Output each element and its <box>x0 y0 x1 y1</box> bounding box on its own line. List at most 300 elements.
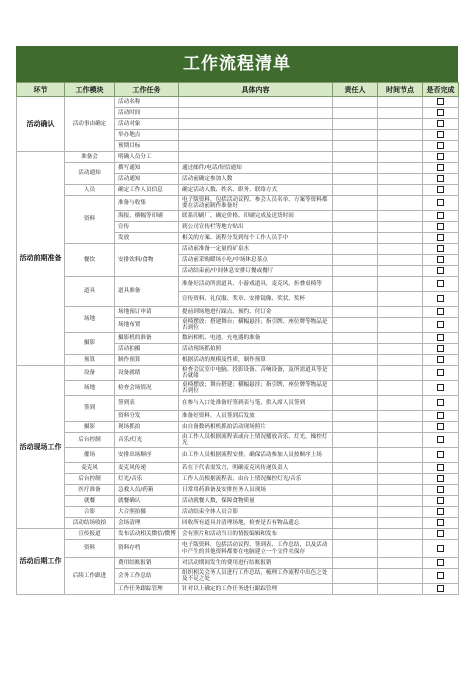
detail-cell: 到公司宣传栏等地方贴出 <box>179 222 333 233</box>
table-row <box>17 307 459 318</box>
header-module: 工作模块 <box>65 83 115 97</box>
owner-cell[interactable] <box>333 119 378 130</box>
task-cell: 急救人员/药箱 <box>115 485 179 496</box>
owner-cell[interactable] <box>333 174 378 185</box>
header-owner: 责任人 <box>333 83 378 97</box>
detail-cell: 相关的方案、流程分发到每个工作人员手中 <box>179 233 333 244</box>
module-cell: 后续工作跟进 <box>65 558 115 595</box>
task-cell: 灯光/音乐 <box>115 474 179 485</box>
deadline-cell[interactable] <box>378 507 423 518</box>
table-row <box>17 196 459 211</box>
deadline-cell[interactable] <box>378 163 423 174</box>
owner-cell[interactable] <box>333 277 378 292</box>
done-checkbox[interactable] <box>437 497 444 504</box>
done-cell <box>423 540 459 558</box>
detail-cell: 工作人员根据流程表，由台上情况操控灯光/音乐 <box>179 474 333 485</box>
deadline-cell[interactable] <box>378 396 423 411</box>
deadline-cell[interactable] <box>378 211 423 222</box>
sheet-title: 工作流程清单 <box>16 46 458 82</box>
owner-cell[interactable] <box>333 474 378 485</box>
owner-cell[interactable] <box>333 433 378 448</box>
task-cell: 检查会场情况 <box>115 381 179 396</box>
done-checkbox[interactable] <box>437 559 444 566</box>
table-row <box>17 185 459 196</box>
owner-cell[interactable] <box>333 196 378 211</box>
done-cell <box>423 474 459 485</box>
done-checkbox[interactable] <box>437 345 444 352</box>
task-cell: 活动名称 <box>115 97 179 108</box>
done-cell <box>423 485 459 496</box>
detail-cell: 活动结束前/中间休息安排订餐或餐厅 <box>179 266 333 277</box>
done-checkbox[interactable] <box>437 280 444 287</box>
task-cell: 费用结账报销 <box>115 558 179 569</box>
done-checkbox[interactable] <box>437 545 444 552</box>
table-row <box>17 485 459 496</box>
task-cell: 海报、横幅等印刷 <box>115 211 179 222</box>
module-cell: 摄影 <box>65 422 115 433</box>
owner-cell[interactable] <box>333 422 378 433</box>
owner-cell[interactable] <box>333 381 378 396</box>
module-cell: 签到 <box>65 396 115 422</box>
deadline-cell[interactable] <box>378 97 423 108</box>
deadline-cell[interactable] <box>378 463 423 474</box>
workflow-table <box>16 82 459 595</box>
stage-cell: 活动确认 <box>17 97 65 152</box>
table-row <box>17 529 459 540</box>
module-cell: 设备 <box>65 366 115 381</box>
deadline-cell[interactable] <box>378 540 423 558</box>
table-row <box>17 366 459 381</box>
done-checkbox[interactable] <box>437 451 444 458</box>
module-cell: 活动事由确定 <box>65 97 115 152</box>
detail-cell: 电子版资料，包括活动议程、签到表、工作总结，以及活动中产生的其他资料都要在电脑建立一个文件夹保存 <box>179 540 333 558</box>
owner-cell[interactable] <box>333 185 378 196</box>
deadline-cell[interactable] <box>378 222 423 233</box>
done-checkbox[interactable] <box>437 120 444 127</box>
done-checkbox[interactable] <box>437 436 444 443</box>
detail-cell: 日常用药准备及安排医务人员现场 <box>179 485 333 496</box>
detail-cell: 由工作人员根据流程表或台上情况播放音乐、灯光，操控灯光 <box>179 433 333 448</box>
detail-cell: 组织相关会务人员进行工作总结，梳理工作流程中出色之处及不足之处 <box>179 569 333 584</box>
task-cell: 会务工作总结 <box>115 569 179 584</box>
detail-cell: 活动现场抓拍照 <box>179 344 333 355</box>
detail-cell <box>179 97 333 108</box>
deadline-cell[interactable] <box>378 518 423 529</box>
task-cell: 工作任务跟踪管理 <box>115 584 179 595</box>
owner-cell[interactable] <box>333 584 378 595</box>
done-cell <box>423 381 459 396</box>
task-cell: 就餐确认 <box>115 496 179 507</box>
done-checkbox[interactable] <box>437 153 444 160</box>
task-cell: 撰写通知 <box>115 163 179 174</box>
detail-cell: 根据活动的规模及性质，制作预算 <box>179 355 333 366</box>
table-row <box>17 381 459 396</box>
done-checkbox[interactable] <box>437 308 444 315</box>
done-checkbox[interactable] <box>437 423 444 430</box>
done-cell <box>423 333 459 344</box>
owner-cell[interactable] <box>333 152 378 163</box>
table-row <box>17 355 459 366</box>
module-cell: 后台控制 <box>65 433 115 448</box>
task-cell: 活动拍摄 <box>115 344 179 355</box>
task-cell: 活动对象 <box>115 119 179 130</box>
done-cell <box>423 558 459 569</box>
detail-cell: 活动前确定参加人数 <box>179 174 333 185</box>
done-cell <box>423 518 459 529</box>
detail-cell: 在参与入口处准备好签到表与笔，供入席人员签到 <box>179 396 333 411</box>
owner-cell[interactable] <box>333 485 378 496</box>
done-checkbox[interactable] <box>437 175 444 182</box>
done-cell <box>423 108 459 119</box>
deadline-cell[interactable] <box>378 119 423 130</box>
detail-cell <box>179 141 333 152</box>
done-cell <box>423 366 459 381</box>
task-cell: 设备就绪 <box>115 366 179 381</box>
deadline-cell[interactable] <box>378 485 423 496</box>
deadline-cell[interactable] <box>378 584 423 595</box>
task-cell: 摄影机的准备 <box>115 333 179 344</box>
done-cell <box>423 496 459 507</box>
task-cell: 音乐/灯光 <box>115 433 179 448</box>
task-cell: 场地预订申请 <box>115 307 179 318</box>
deadline-cell[interactable] <box>378 496 423 507</box>
header-detail: 具体内容 <box>179 83 333 97</box>
task-cell: 确定工作人员信息 <box>115 185 179 196</box>
table-row <box>17 496 459 507</box>
owner-cell[interactable] <box>333 396 378 411</box>
done-cell <box>423 255 459 266</box>
table-body <box>17 97 459 595</box>
deadline-cell[interactable] <box>378 433 423 448</box>
owner-cell[interactable] <box>333 344 378 355</box>
table-row <box>17 448 459 463</box>
module-cell: 场地 <box>65 381 115 396</box>
done-cell <box>423 307 459 318</box>
detail-cell <box>179 108 333 119</box>
detail-cell: 检查会议室中电脑、投影设备、音响设备，及所需道具等是否就绪 <box>179 366 333 381</box>
owner-cell[interactable] <box>333 233 378 244</box>
deadline-cell[interactable] <box>378 474 423 485</box>
done-checkbox[interactable] <box>437 186 444 193</box>
header-task: 工作任务 <box>115 83 179 97</box>
task-cell: 活动时间 <box>115 108 179 119</box>
task-cell: 发布活动相关微信/微博 <box>115 529 179 540</box>
done-cell <box>423 277 459 292</box>
module-cell: 道具 <box>65 277 115 307</box>
table-row <box>17 163 459 174</box>
detail-cell: 由自备数码相机抓拍活动现场照片 <box>179 422 333 433</box>
done-checkbox[interactable] <box>437 267 444 274</box>
done-cell <box>423 292 459 307</box>
task-cell: 资料存档 <box>115 540 179 558</box>
detail-cell: 电子版资料，包括活动议程、参会人员名单、方案等资料都要在活动前制作准备好 <box>179 196 333 211</box>
detail-cell: 通过邮件/电话/短信通知 <box>179 163 333 174</box>
owner-cell[interactable] <box>333 244 378 255</box>
deadline-cell[interactable] <box>378 448 423 463</box>
table-row <box>17 540 459 558</box>
done-cell <box>423 119 459 130</box>
deadline-cell[interactable] <box>378 130 423 141</box>
module-cell: 准备会 <box>65 152 115 163</box>
done-checkbox[interactable] <box>437 369 444 376</box>
done-checkbox[interactable] <box>437 245 444 252</box>
done-cell <box>423 344 459 355</box>
task-cell: 明确人员分工 <box>115 152 179 163</box>
owner-cell[interactable] <box>333 569 378 584</box>
done-checkbox[interactable] <box>437 131 444 138</box>
done-cell <box>423 463 459 474</box>
owner-cell[interactable] <box>333 355 378 366</box>
deadline-cell[interactable] <box>378 292 423 307</box>
deadline-cell[interactable] <box>378 108 423 119</box>
owner-cell[interactable] <box>333 318 378 333</box>
owner-cell[interactable] <box>333 463 378 474</box>
detail-cell: 联系印刷厂，确定价格、印刷完成及送货时间 <box>179 211 333 222</box>
done-cell <box>423 411 459 422</box>
deadline-cell[interactable] <box>378 255 423 266</box>
task-cell: 大合照拍摄 <box>115 507 179 518</box>
module-cell: 预算 <box>65 355 115 366</box>
done-cell <box>423 355 459 366</box>
module-cell: 催场 <box>65 448 115 463</box>
owner-cell[interactable] <box>333 163 378 174</box>
done-checkbox[interactable] <box>437 321 444 328</box>
table-row <box>17 463 459 474</box>
deadline-cell[interactable] <box>378 366 423 381</box>
stage-cell: 活动现场工作 <box>17 366 65 529</box>
deadline-cell[interactable] <box>378 152 423 163</box>
table-row <box>17 244 459 255</box>
module-cell: 人员 <box>65 185 115 196</box>
task-cell: 麦克风传递 <box>115 463 179 474</box>
module-cell: 后台控制 <box>65 474 115 485</box>
table-row <box>17 422 459 433</box>
table-row <box>17 333 459 344</box>
deadline-cell[interactable] <box>378 174 423 185</box>
table-row <box>17 474 459 485</box>
deadline-cell[interactable] <box>378 381 423 396</box>
done-checkbox[interactable] <box>437 142 444 149</box>
module-cell: 资料 <box>65 540 115 558</box>
owner-cell[interactable] <box>333 529 378 540</box>
task-cell: 制作预算 <box>115 355 179 366</box>
task-cell: 安排出场顺序 <box>115 448 179 463</box>
owner-cell[interactable] <box>333 97 378 108</box>
task-cell: 发放 <box>115 233 179 244</box>
detail-cell <box>179 119 333 130</box>
task-cell: 会场清理 <box>115 518 179 529</box>
table-row <box>17 558 459 569</box>
done-checkbox[interactable] <box>437 585 444 592</box>
done-checkbox[interactable] <box>437 412 444 419</box>
done-cell <box>423 233 459 244</box>
done-checkbox[interactable] <box>437 223 444 230</box>
done-checkbox[interactable] <box>437 164 444 171</box>
done-cell <box>423 196 459 211</box>
module-cell: 活动结场收拾 <box>65 518 115 529</box>
done-checkbox[interactable] <box>437 199 444 206</box>
deadline-cell[interactable] <box>378 344 423 355</box>
done-checkbox[interactable] <box>437 109 444 116</box>
done-checkbox[interactable] <box>437 519 444 526</box>
owner-cell[interactable] <box>333 558 378 569</box>
owner-cell[interactable] <box>333 255 378 266</box>
done-cell <box>423 244 459 255</box>
task-cell: 预期目标 <box>115 141 179 152</box>
done-checkbox[interactable] <box>437 399 444 406</box>
done-cell <box>423 97 459 108</box>
owner-cell[interactable] <box>333 211 378 222</box>
owner-cell[interactable] <box>333 540 378 558</box>
done-cell <box>423 222 459 233</box>
done-cell <box>423 185 459 196</box>
detail-cell: 提前到场地进行踩点、预约、付订金 <box>179 307 333 318</box>
deadline-cell[interactable] <box>378 411 423 422</box>
detail-cell: 由工作人员根据流程安排，确保活动参加人员按顺序上场 <box>179 448 333 463</box>
done-cell <box>423 174 459 185</box>
done-checkbox[interactable] <box>437 234 444 241</box>
done-checkbox[interactable] <box>437 572 444 579</box>
module-cell: 就餐 <box>65 496 115 507</box>
owner-cell[interactable] <box>333 507 378 518</box>
done-cell <box>423 569 459 584</box>
module-cell: 麦克风 <box>65 463 115 474</box>
header-done: 是否完成 <box>423 83 459 97</box>
module-cell: 合影 <box>65 507 115 518</box>
deadline-cell[interactable] <box>378 318 423 333</box>
done-checkbox[interactable] <box>437 256 444 263</box>
detail-cell: 活动前准备一定量的矿泉水 <box>179 244 333 255</box>
table-row <box>17 97 459 108</box>
owner-cell[interactable] <box>333 518 378 529</box>
done-cell <box>423 163 459 174</box>
task-cell: 场地布置 <box>115 318 179 333</box>
detail-cell: 若在下代表需发言，明确麦克风传递负责人 <box>179 463 333 474</box>
table-row <box>17 507 459 518</box>
owner-cell[interactable] <box>333 307 378 318</box>
deadline-cell[interactable] <box>378 233 423 244</box>
detail-cell: 针对以上确定的工作任务进行跟踪管理 <box>179 584 333 595</box>
deadline-cell[interactable] <box>378 355 423 366</box>
task-cell: 准备与收集 <box>115 196 179 211</box>
deadline-cell[interactable] <box>378 244 423 255</box>
owner-cell[interactable] <box>333 366 378 381</box>
table-row <box>17 518 459 529</box>
module-cell: 摄影 <box>65 333 115 355</box>
header-deadline: 时间节点 <box>378 83 423 97</box>
done-cell <box>423 422 459 433</box>
done-checkbox[interactable] <box>437 212 444 219</box>
deadline-cell[interactable] <box>378 307 423 318</box>
done-cell <box>423 396 459 411</box>
owner-cell[interactable] <box>333 266 378 277</box>
detail-cell: 回收所有道具并清理场地，检查是否有物品遗忘 <box>179 518 333 529</box>
task-cell: 签到表 <box>115 396 179 411</box>
table-row <box>17 277 459 292</box>
done-checkbox[interactable] <box>437 334 444 341</box>
deadline-cell[interactable] <box>378 422 423 433</box>
detail-cell: 准备好资料，人员签到后发放 <box>179 411 333 422</box>
done-cell <box>423 584 459 595</box>
task-cell: 举办地点 <box>115 130 179 141</box>
owner-cell[interactable] <box>333 141 378 152</box>
owner-cell[interactable] <box>333 108 378 119</box>
module-cell: 医疗准备 <box>65 485 115 496</box>
detail-cell: 会有照片和活动当日的情报编辑和发布 <box>179 529 333 540</box>
detail-cell: 桌椅摆放；舞台搭建；横幅悬挂；指引牌，座位牌等物品是否到位 <box>179 381 333 396</box>
task-cell: 宣传 <box>115 222 179 233</box>
detail-cell <box>179 130 333 141</box>
done-cell <box>423 318 459 333</box>
table-row <box>17 433 459 448</box>
owner-cell[interactable] <box>333 130 378 141</box>
done-cell <box>423 141 459 152</box>
deadline-cell[interactable] <box>378 196 423 211</box>
deadline-cell[interactable] <box>378 185 423 196</box>
module-cell: 场地 <box>65 307 115 333</box>
module-cell: 餐饮 <box>65 244 115 277</box>
task-cell: 活动通知 <box>115 174 179 185</box>
detail-cell: 准备好活动所需道具，小游戏道具，麦克风，折叠桌椅等 <box>179 277 333 292</box>
owner-cell[interactable] <box>333 496 378 507</box>
done-checkbox[interactable] <box>437 295 444 302</box>
deadline-cell[interactable] <box>378 277 423 292</box>
module-cell: 宣传报道 <box>65 529 115 540</box>
done-checkbox[interactable] <box>437 475 444 482</box>
detail-cell: 确定活动人数、姓名、职务、联络方式 <box>179 185 333 196</box>
done-checkbox[interactable] <box>437 530 444 537</box>
done-cell <box>423 448 459 463</box>
detail-cell: 活动结束全体人员合影 <box>179 507 333 518</box>
owner-cell[interactable] <box>333 292 378 307</box>
owner-cell[interactable] <box>333 222 378 233</box>
done-cell <box>423 266 459 277</box>
detail-cell: 对活动期间发生的费用进行结账报销 <box>179 558 333 569</box>
deadline-cell[interactable] <box>378 333 423 344</box>
detail-cell: 活动前采购暖场小吃/中场休息茶点 <box>179 255 333 266</box>
done-cell <box>423 130 459 141</box>
detail-cell <box>179 152 333 163</box>
done-checkbox[interactable] <box>437 508 444 515</box>
owner-cell[interactable] <box>333 333 378 344</box>
done-cell <box>423 433 459 448</box>
deadline-cell[interactable] <box>378 529 423 540</box>
owner-cell[interactable] <box>333 448 378 463</box>
done-checkbox[interactable] <box>437 486 444 493</box>
detail-cell: 数码相机、电池、充电器的准备 <box>179 333 333 344</box>
owner-cell[interactable] <box>333 411 378 422</box>
deadline-cell[interactable] <box>378 569 423 584</box>
done-checkbox[interactable] <box>437 464 444 471</box>
done-checkbox[interactable] <box>437 356 444 363</box>
task-cell: 现场抓拍 <box>115 422 179 433</box>
done-cell <box>423 211 459 222</box>
task-cell: 道具准备 <box>115 277 179 307</box>
done-cell <box>423 507 459 518</box>
task-cell: 资料分发 <box>115 411 179 422</box>
worksheet <box>16 46 458 595</box>
done-checkbox[interactable] <box>437 384 444 391</box>
header-stage: 环节 <box>17 83 65 97</box>
deadline-cell[interactable] <box>378 558 423 569</box>
done-checkbox[interactable] <box>437 98 444 105</box>
deadline-cell[interactable] <box>378 141 423 152</box>
detail-cell: 宣传资料、礼仪服、奖章、安排镜像、奖状、奖杯 <box>179 292 333 307</box>
task-cell: 安排饮料/食物 <box>115 244 179 277</box>
stage-cell: 活动前期准备 <box>17 152 65 366</box>
deadline-cell[interactable] <box>378 266 423 277</box>
done-cell <box>423 529 459 540</box>
